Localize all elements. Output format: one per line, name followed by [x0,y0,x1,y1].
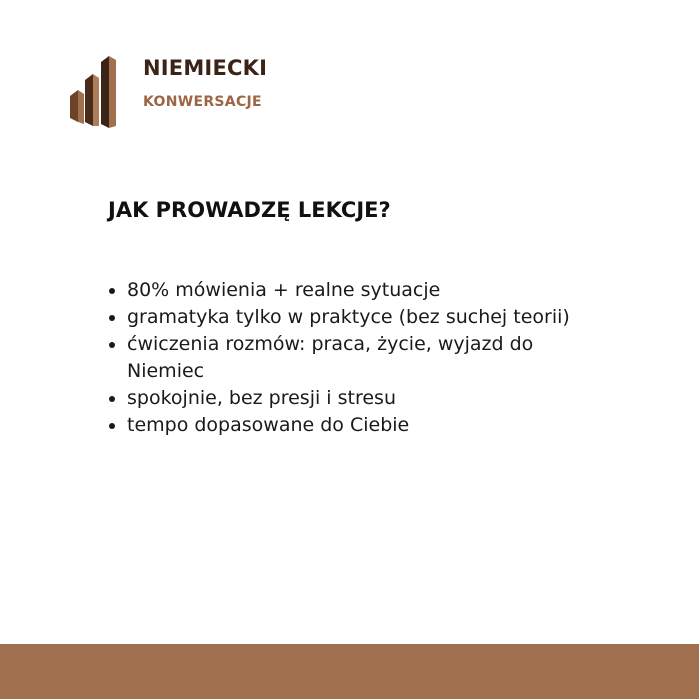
section-heading: JAK PROWADZĘ LEKCJE? [108,198,391,222]
list-item: gramatyka tylko w praktyce (bez suchej teorii) [108,304,578,331]
list-item: spokojnie, bez presji i stresu [108,385,578,412]
bar-chart-columns-icon [66,52,120,128]
brand-subtitle: KONWERSACJE [143,94,262,110]
bottom-band [0,644,699,699]
list-item: ćwiczenia rozmów: praca, życie, wyjazd do Niemiec [108,331,578,385]
brand-title: NIEMIECKI [143,56,268,80]
list-item: tempo dopasowane do Ciebie [108,412,578,439]
lesson-features-list [108,277,578,439]
list-item: 80% mówienia + realne sytuacje [108,277,578,304]
